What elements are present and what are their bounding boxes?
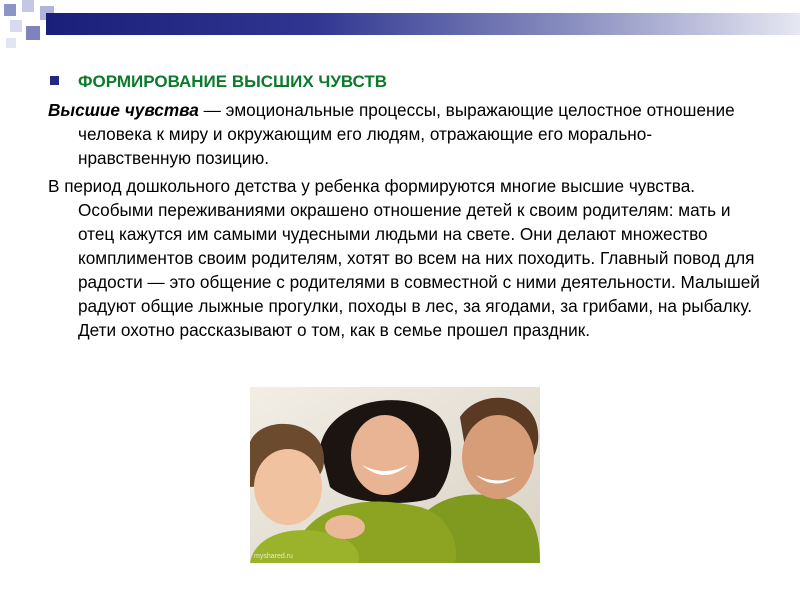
family-photo-illustration (250, 387, 540, 563)
decor-square (26, 26, 40, 40)
decor-square (22, 0, 34, 12)
decor-square (6, 38, 16, 48)
header-gradient-bar (46, 13, 800, 35)
definition-text: — эмоциональные процессы, выражающие целостное отношение человека к миру и окружающим его людям, отражающие его морально-нравственную позицию. (78, 100, 735, 168)
definition-term: Высшие чувства (48, 100, 199, 120)
square-bullet-icon (50, 76, 59, 85)
slide-header-decoration (0, 0, 800, 56)
photo-watermark: myshared.ru (254, 553, 293, 560)
definition-paragraph (48, 98, 760, 170)
body-paragraph: В период дошкольного детства у ребенка формируются многие высшие чувства. Особыми переживаниями окрашено отношение детей к своим родителям: мать и отец кажутся им самыми чудесными людьми на свете. Они делают множество комплиментов своим родителям, хотят во всем на них походить. Главный повод для радости — это общение с родителями в совместной с ними деятельности. Малышей радуют общие лыжные прогулки, походы в лес, за ягодами, за грибами, на рыбалку. Дети охотно рассказывают о том, как в семье прошел праздник. (48, 176, 760, 340)
decor-square (4, 4, 16, 16)
heading-text: ФОРМИРОВАНИЕ ВЫСШИХ ЧУВСТВ (78, 72, 388, 91)
slide-content (48, 68, 760, 342)
family-photo (250, 387, 540, 563)
decor-square (10, 20, 22, 32)
slide-heading (48, 68, 760, 96)
